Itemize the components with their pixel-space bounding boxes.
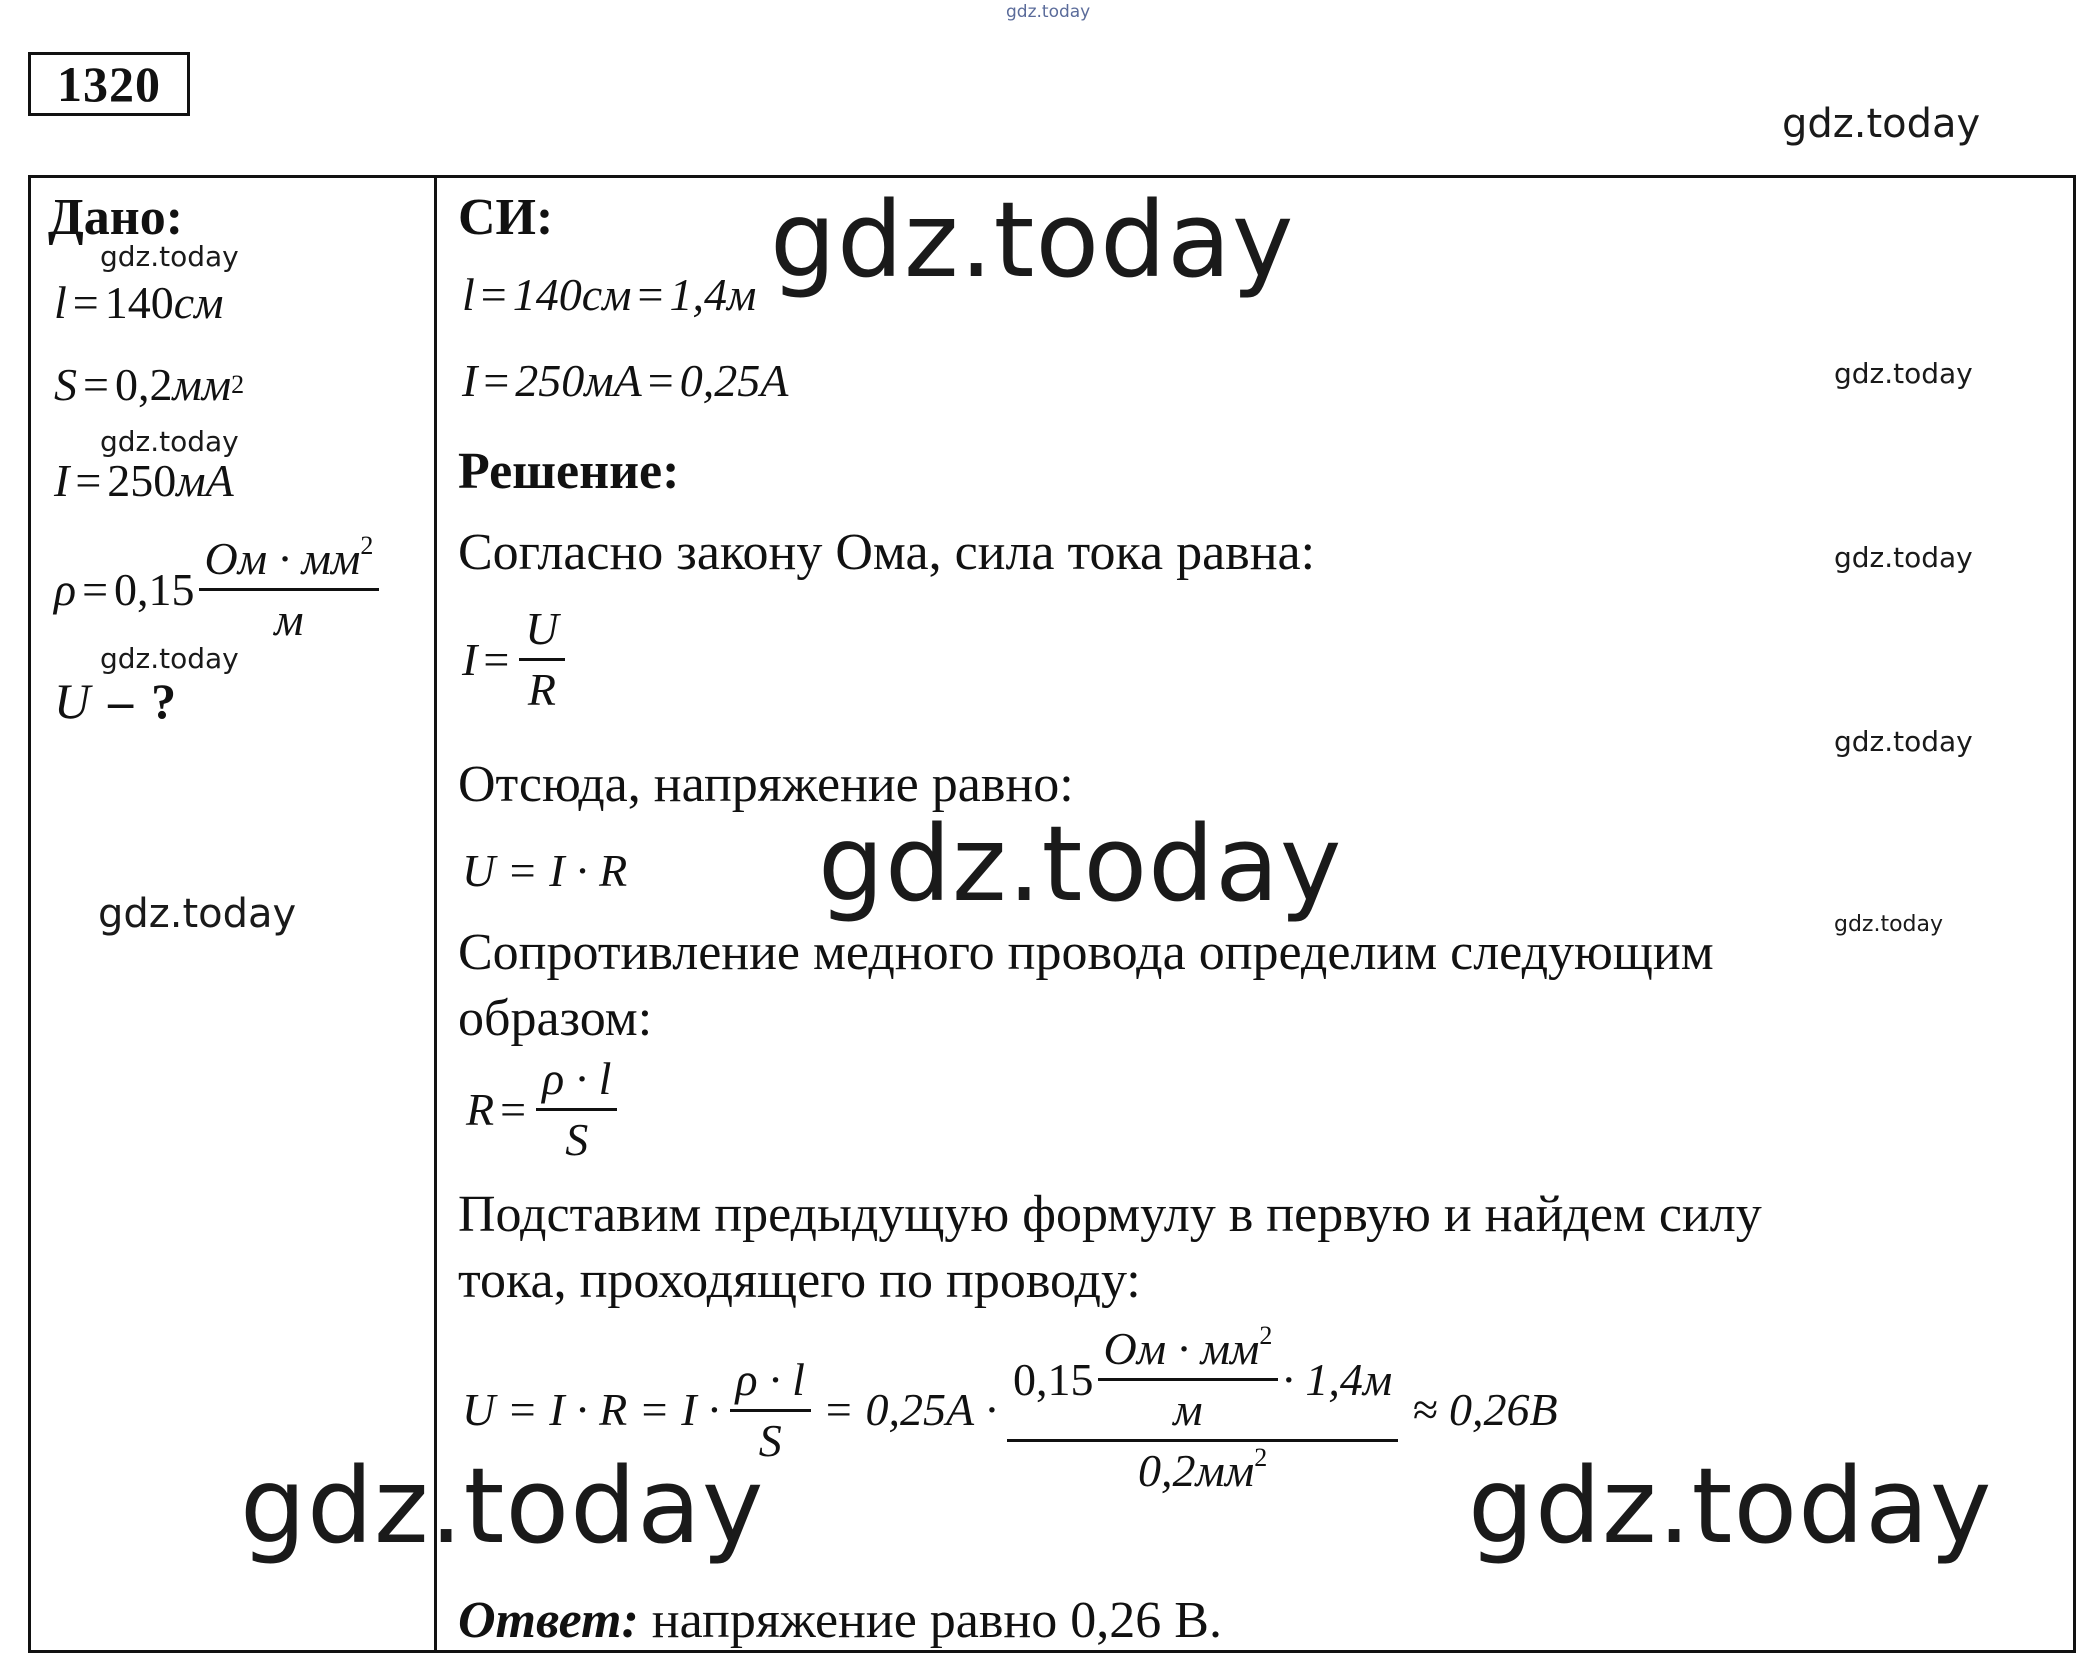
formula-final-mid: = 0,25А ·	[822, 1384, 998, 1435]
solution-para-1: Согласно закону Ома, сила тока равна:	[458, 524, 1316, 581]
formula-final-big-den: 0,2мм	[1138, 1445, 1255, 1496]
solution-para-4-line-1: Подставим предыдущую формулу в первую и найдем силу	[458, 1186, 1762, 1243]
watermark-given-3: gdz.today	[100, 642, 239, 675]
formula-voltage	[462, 845, 628, 896]
watermark-large-4: gdz.today	[1468, 1445, 1993, 1567]
watermark-given-4: gdz.today	[98, 891, 297, 937]
solution-para-4-line-2: тока, проходящего по проводу:	[458, 1252, 1141, 1309]
watermark-top: gdz.today	[1006, 2, 1091, 22]
formula-final-coef: 0,15	[1013, 1353, 1094, 1405]
given-unknown-q: ?	[151, 673, 177, 729]
given-rho-var: ρ	[54, 563, 77, 615]
formula-final-num-1: ρ · l	[735, 1353, 805, 1405]
solution-para-3-line-1: Сопротивление медного провода определим следующим	[458, 924, 1714, 981]
formula-final-unit-fraction	[1098, 1321, 1279, 1435]
answer-label: Ответ:	[458, 1592, 639, 1649]
formula-ohm-lhs: I	[462, 633, 478, 685]
si-i-to: 0,25А	[679, 355, 789, 406]
watermark-right-4: gdz.today	[1834, 912, 1944, 937]
given-l-var: l	[54, 277, 67, 328]
formula-final-den-1: S	[758, 1414, 782, 1466]
si-heading: СИ:	[458, 189, 554, 246]
si-l-from: 140см	[512, 269, 632, 320]
formula-final-unit-num: Ом · мм	[1103, 1323, 1260, 1374]
formula-final-tail: · 1,4м	[1282, 1353, 1393, 1405]
given-i-value: 250	[107, 455, 177, 506]
formula-ohm: I = $\frac{U}{R}$	[462, 606, 569, 713]
formula-resistance-lhs: R	[466, 1083, 495, 1135]
watermark-large-2: gdz.today	[818, 803, 1343, 925]
given-i-var: I	[54, 455, 70, 506]
answer-line	[458, 1588, 1222, 1654]
given-resistivity: ρ = 0,15 $\frac{Ом \cdot мм^2}{м}$	[54, 536, 383, 643]
solution-para-2: Отсюда, напряжение равно:	[458, 756, 1074, 813]
given-length: l = 140 см	[54, 277, 224, 328]
given-s-unit: мм	[172, 359, 232, 410]
formula-final-fraction-2	[1007, 1321, 1398, 1496]
solution-heading: Решение:	[458, 443, 680, 500]
formula-resistance-num: ρ · l	[542, 1053, 612, 1104]
watermark-given-2: gdz.today	[100, 425, 239, 458]
formula-final-big-den-exp: 2	[1254, 1443, 1268, 1472]
given-rho-value: 0,15	[114, 563, 195, 615]
formula-resistance-den: S	[565, 1114, 589, 1165]
watermark-right-2: gdz.today	[1834, 541, 1973, 574]
given-current: I = 250 мА	[54, 455, 234, 506]
formula-ohm-fraction	[519, 603, 564, 715]
si-i-var: I	[462, 355, 478, 406]
formula-final-start: U = I · R = I ·	[462, 1384, 720, 1435]
si-l-to: 1,4м	[669, 269, 757, 320]
given-rho-unit-num: Ом · мм	[204, 533, 361, 584]
given-l-unit: см	[173, 277, 224, 328]
given-area: S = 0,2 мм 2	[54, 359, 245, 410]
given-rho-unit-exp: 2	[360, 531, 374, 560]
watermark-large-1: gdz.today	[770, 179, 1295, 301]
formula-ohm-num: U	[525, 603, 559, 654]
watermark-header: gdz.today	[1782, 101, 1981, 147]
watermark-right-3: gdz.today	[1834, 725, 1973, 758]
formula-final-unit-den: м	[1173, 1384, 1203, 1435]
given-rho-unit-fraction	[199, 531, 380, 645]
solution-para-3-line-2: образом:	[458, 990, 653, 1047]
formula-final-unit-exp: 2	[1259, 1321, 1273, 1350]
given-i-unit: мА	[176, 455, 234, 506]
watermark-given-1: gdz.today	[100, 240, 239, 273]
given-unknown	[54, 673, 177, 729]
given-unknown-dash: –	[108, 673, 134, 729]
given-heading: Дано:	[48, 189, 184, 246]
si-current: I = 250мА = 0,25А	[462, 355, 789, 406]
formula-resistance: R = $\frac{\rho \cdot l}{S}$	[466, 1056, 621, 1163]
formula-ohm-den: R	[527, 664, 556, 715]
given-s-var: S	[54, 359, 77, 410]
column-divider	[434, 175, 437, 1653]
si-l-var: l	[462, 269, 475, 320]
given-rho-unit-den: м	[274, 594, 304, 645]
given-s-value: 0,2	[114, 359, 173, 410]
watermark-right-1: gdz.today	[1834, 357, 1973, 390]
answer-text: напряжение равно 0,26 В.	[651, 1592, 1222, 1649]
given-l-value: 140	[104, 277, 174, 328]
problem-number: 1320	[28, 52, 190, 116]
watermark-large-3: gdz.today	[240, 1445, 765, 1567]
formula-voltage-text: U = I · R	[462, 845, 628, 896]
si-length: l = 140см = 1,4м	[462, 269, 757, 320]
si-i-from: 250мА	[515, 355, 642, 406]
given-unknown-var: U	[54, 673, 91, 729]
formula-final-result: ≈ 0,26В	[1412, 1384, 1558, 1435]
